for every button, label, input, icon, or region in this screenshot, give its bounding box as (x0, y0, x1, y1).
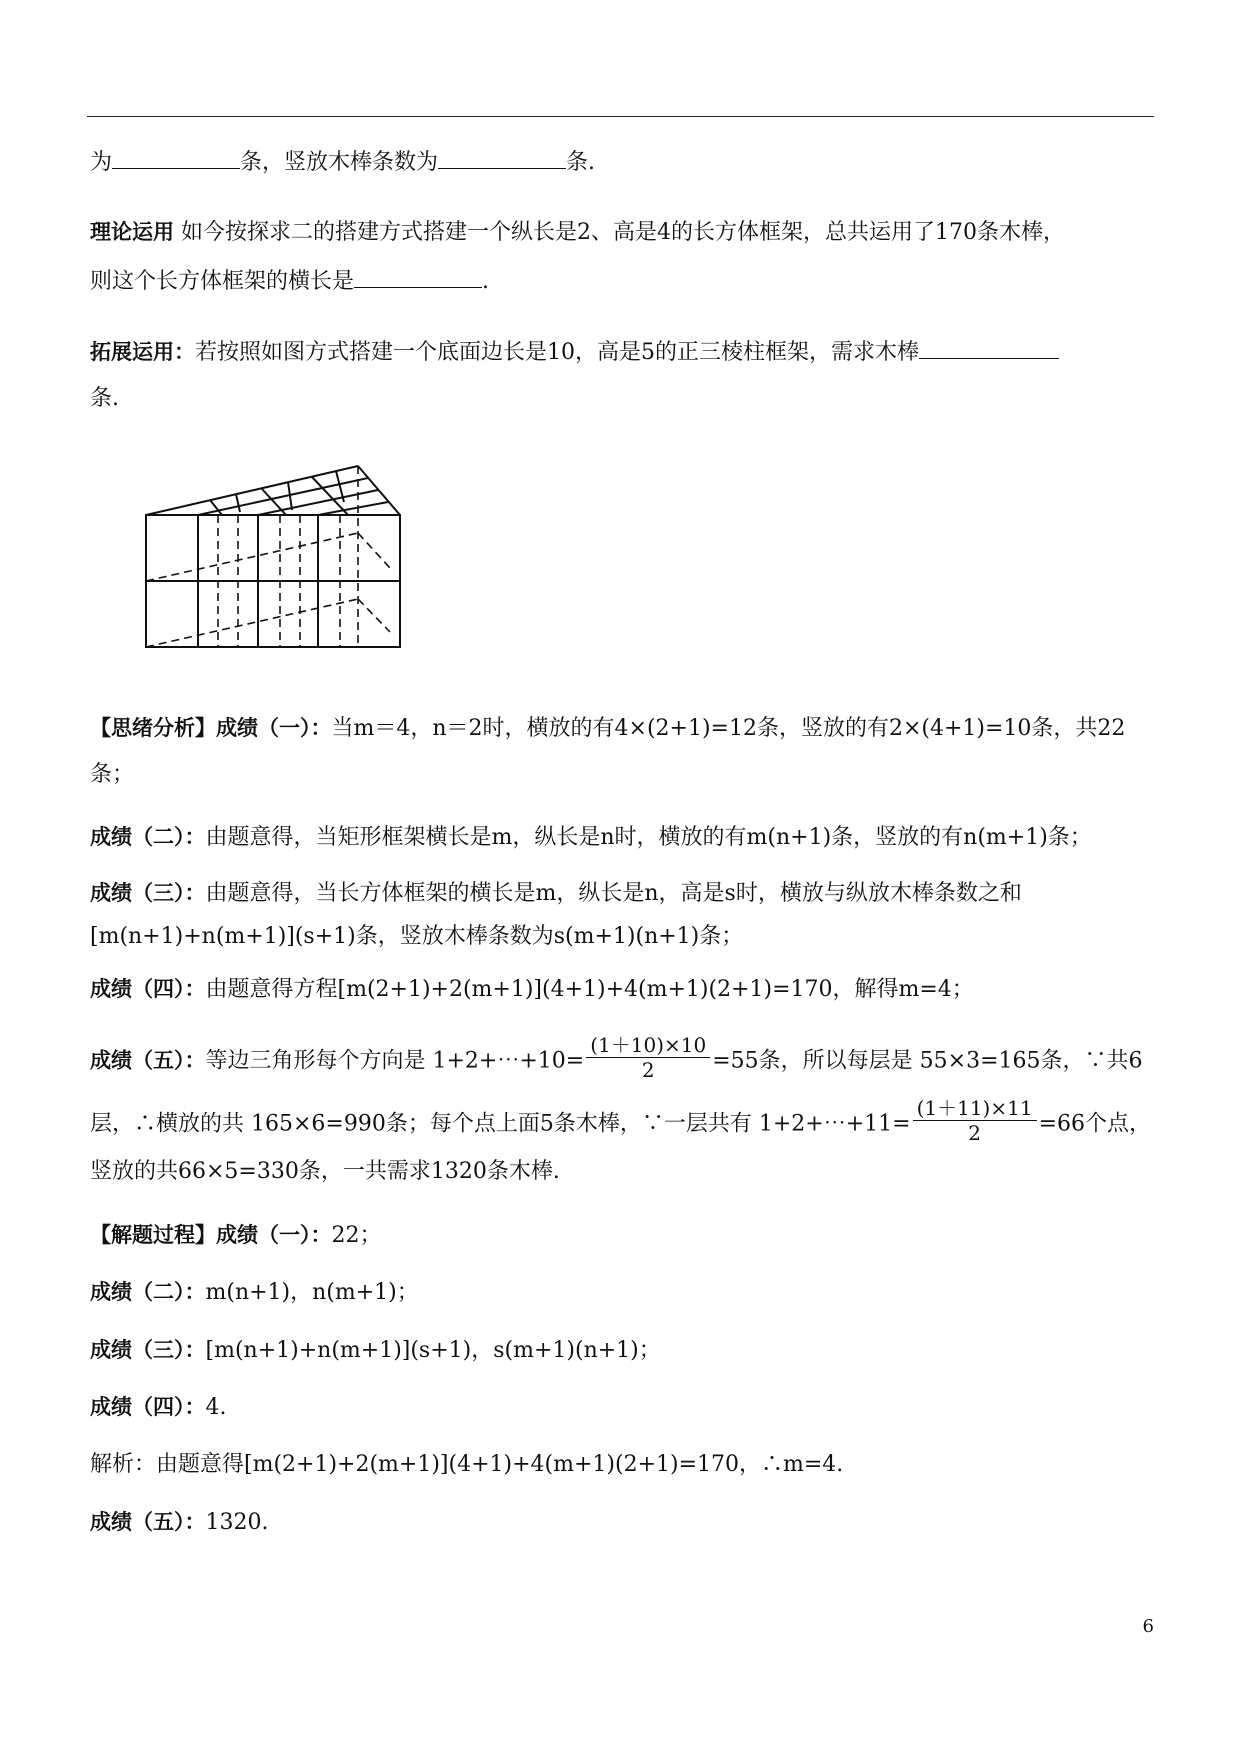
solution-jiexi (90, 1450, 843, 1480)
text: 4. (205, 1395, 227, 1420)
text: [m(n+1)+n(m+1)](s+1)条，竖放木棒条数为s(m+1)(n+1)条； (90, 924, 744, 949)
answer-blank[interactable] (354, 265, 482, 288)
analysis-line-3 (90, 878, 1022, 909)
header-rule (87, 116, 1154, 117)
item-label: 成绩（四）： (90, 1395, 206, 1419)
analysis-line-1b (90, 760, 134, 790)
item-label: 成绩（五）： (90, 1048, 206, 1073)
analysis-line-3b (90, 922, 743, 952)
text: 若按照如图方式搭建一个底面边长是10，高是5的正三棱柱框架，需求木棒 (195, 340, 919, 365)
fraction-denominator: 2 (968, 1121, 981, 1145)
text: 则这个长方体框架的横长是 (90, 269, 355, 294)
page-number: 6 (1142, 1616, 1154, 1637)
analysis-line-1 (90, 713, 1125, 744)
solution-label: 【解题过程】 (90, 1223, 216, 1247)
extend-line-1 (90, 336, 1059, 368)
solution-line-4 (90, 1392, 227, 1423)
analysis-label: 【思绪分析】 (90, 716, 216, 740)
item-label: 成绩（二）： (90, 1280, 206, 1304)
theory-label: 理论运用 (90, 220, 174, 244)
theory-line-2 (90, 265, 489, 297)
solution-line-2 (90, 1277, 419, 1308)
item-label: 成绩（一）： (216, 716, 332, 740)
text: 1320. (205, 1510, 269, 1535)
fraction-numerator: (1＋10)×10 (586, 1033, 710, 1058)
analysis-line-5 (90, 1033, 1143, 1086)
text: 竖放的共66×5=330条，一共需求1320条木棒. (90, 1159, 560, 1184)
text: =55条，所以每层是 55×3=165条，∵共6 (712, 1048, 1143, 1074)
extend-label: 拓展运用： (90, 340, 195, 364)
text: 解析：由题意得[m(2+1)+2(m+1)](4+1)+4(m+1)(2+1)=170，∴m=4. (90, 1452, 844, 1477)
answer-blank[interactable] (919, 336, 1059, 359)
text: 条，竖放木棒条数为 (240, 150, 439, 175)
text: 层，∴横放的共 165×6=990条；每个点上面5条木棒，∵一层共有 1+2+⋯+11= (90, 1111, 911, 1137)
fraction-denominator: 2 (641, 1058, 655, 1082)
fraction (913, 1096, 1037, 1145)
answer-blank[interactable] (112, 146, 240, 169)
fraction-numerator: (1＋11)×11 (913, 1096, 1037, 1121)
item-label: 成绩（一）： (216, 1223, 332, 1247)
answer-blank[interactable] (438, 146, 566, 169)
text: 条. (566, 150, 596, 175)
text: 等边三角形每个方向是 1+2+⋯+10= (205, 1048, 585, 1074)
text: =66个点， (1038, 1111, 1151, 1137)
item-label: 成绩（五）： (90, 1510, 206, 1534)
solution-line-5 (90, 1507, 268, 1538)
text: 如今按探求二的搭建方式搭建一个纵长是2、高是4的长方体框架，总共运用了170条木棒， (181, 220, 1065, 245)
text: [m(n+1)+n(m+1)](s+1)，s(m+1)(n+1)； (205, 1338, 661, 1363)
prism-frame-figure (140, 460, 420, 660)
item-label: 成绩（四）： (90, 977, 206, 1001)
item-label: 成绩（二）： (90, 825, 206, 849)
text: 当m＝4，n＝2时，横放的有4×(2+1)=12条，竖放的有2×(4+1)=10条，共22 (331, 716, 1126, 741)
text: 22； (331, 1223, 382, 1248)
analysis-line-5c (90, 1157, 560, 1187)
theory-line-1 (90, 217, 1065, 248)
text: . (482, 269, 490, 294)
item-label: 成绩（三）： (90, 1338, 206, 1362)
text: 由题意得，当矩形框架横长是m，纵长是n时，横放的有m(n+1)条，竖放的有n(m+1)条； (205, 825, 1092, 850)
analysis-line-4 (90, 974, 974, 1005)
solution-line-1 (90, 1220, 382, 1251)
text: m(n+1)，n(m+1)； (205, 1280, 419, 1305)
text: 为 (90, 150, 113, 175)
text: 条. (90, 386, 119, 411)
analysis-line-2 (90, 822, 1092, 853)
fraction (586, 1033, 710, 1082)
text: 由题意得方程[m(2+1)+2(m+1)](4+1)+4(m+1)(2+1)=170，解得m=4； (205, 977, 974, 1002)
extend-line-2 (90, 384, 119, 414)
text: 由题意得，当长方体框架的横长是m，纵长是n，高是s时，横放与纵放木棒条数之和 (205, 881, 1022, 906)
text: 条； (90, 762, 135, 787)
item-label: 成绩（三）： (90, 881, 206, 905)
analysis-line-5b (90, 1096, 1151, 1149)
continuation-line (90, 146, 595, 178)
solution-line-3 (90, 1335, 661, 1366)
